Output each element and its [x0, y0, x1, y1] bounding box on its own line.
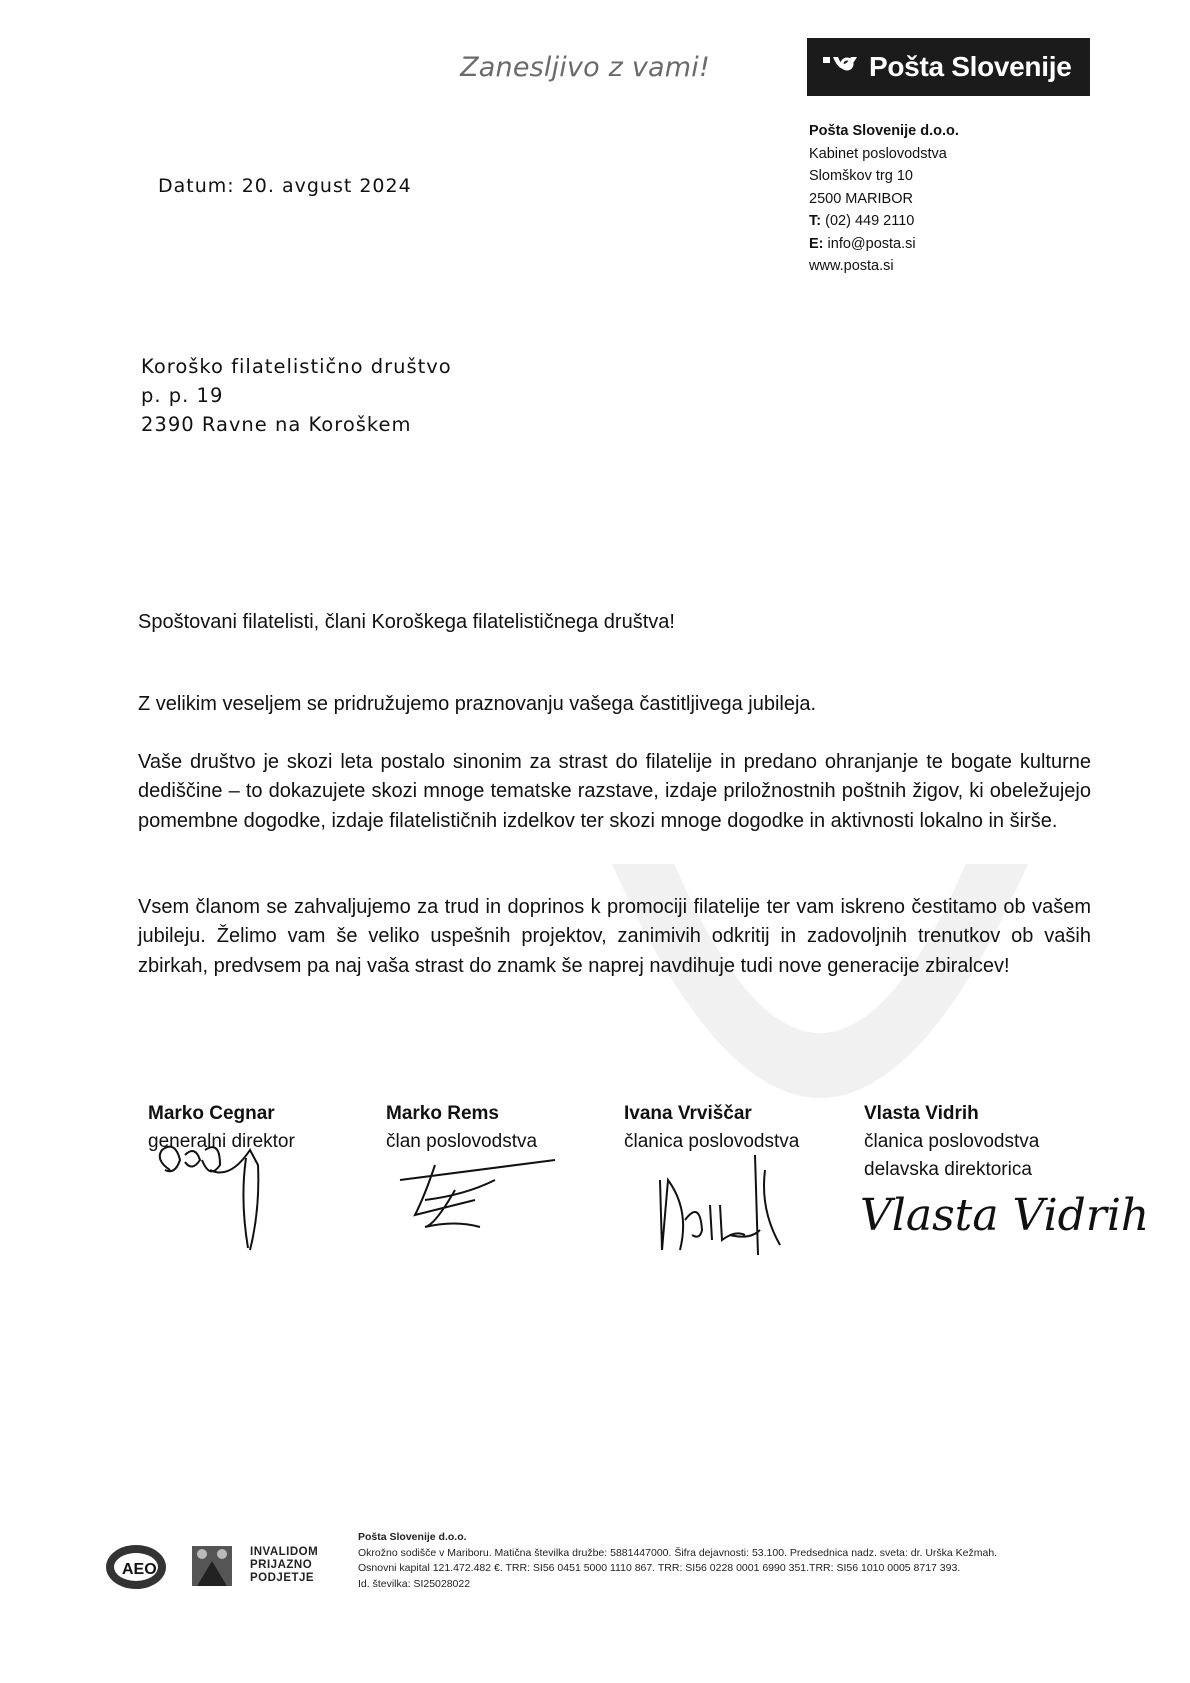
letter-date: Datum: 20. avgust 2024 [158, 175, 412, 197]
sender-department: Kabinet poslovodstva [809, 145, 947, 162]
signature-4 [855, 1155, 1150, 1255]
signer-title: generalni direktor [148, 1131, 295, 1152]
signer-title: članica poslovodstva [624, 1131, 800, 1152]
signer-block [624, 1100, 799, 1156]
sender-address [809, 120, 959, 278]
email-label: E: [809, 235, 824, 252]
footer-line-1: Okrožno sodišče v Mariboru. Matična številka družbe: 5881447000. Šifra dejavnosti: 53.100. Predsednica nadz. sveta: dr. Urška Kežmah. [358, 1546, 998, 1559]
sender-street: Slomškov trg 10 [809, 168, 913, 184]
paragraph-2: Vaše društvo je skozi leta postalo sinonim za strast do filatelije in predano ohranjanje te bogate kulturne dediščine – to dokazujete skozi mnoge tematske razstave, izdaje priložnostnih poštnih žigov, ki obeležujejo pomembne dogodke, izdaje filatelističnih izdelkov ter skozi mnoge dogodke in aktivnosti lokalno in širše. [138, 751, 1091, 832]
sender-company: Pošta Slovenije d.o.o. [809, 123, 959, 139]
sender-phone: (02) 449 2110 [825, 213, 915, 229]
sender-web[interactable]: www.posta.si [809, 258, 894, 274]
tagline: Zanesljivo z vami! [460, 52, 710, 83]
brand-logo [807, 38, 1090, 96]
footer-legal [358, 1530, 997, 1592]
posthorn-icon [821, 53, 861, 81]
sender-email-row [809, 233, 959, 256]
signature-3 [640, 1150, 820, 1260]
phone-label: T: [809, 213, 822, 229]
signer-title: članica poslovodstva [864, 1131, 1040, 1152]
paragraph-3: Vsem članom se zahvaljujemo za trud in doprinos k promociji filatelije ter vam iskreno čestitamo ob vašem jubileju. Želimo vam še veliko uspešnih projektov, zanimivih odkritij in zadovoljnih trenutkov ob vaših zbirkah, predvsem pa naj vaša strast do znamk še naprej navdihuje tudi nove generacije zbiralcev! [138, 896, 1091, 977]
recipient-name: Koroško filatelistično društvo [141, 355, 452, 378]
sender-email[interactable]: info@posta.si [827, 235, 916, 252]
recipient-box: p. p. 19 [141, 384, 224, 407]
invalid-friendly-label [250, 1546, 318, 1585]
salutation: Spoštovani filatelisti, člani Koroškega filatelističnega društva! [138, 611, 675, 633]
sender-phone-row [809, 210, 959, 233]
invalid-label-2: PRIJAZNO [250, 1559, 313, 1571]
signer-block [386, 1100, 537, 1156]
signature-1 [150, 1140, 290, 1260]
signer-title: član poslovodstva [386, 1131, 538, 1152]
sender-city: 2500 MARIBOR [809, 190, 913, 207]
signature-2 [395, 1155, 565, 1235]
invalid-label-1: INVALIDOM [250, 1546, 319, 1558]
invalid-label-3: PODJETJE [250, 1572, 315, 1584]
footer-line-3: Id. številka: SI25028022 [358, 1577, 471, 1590]
recipient-city: 2390 Ravne na Koroškem [141, 413, 412, 436]
signer-title-2: delavska direktorica [864, 1159, 1032, 1180]
signer-name: Marko Cegnar [148, 1103, 275, 1124]
signature-4-text: Vlasta Vidrih [860, 1190, 1150, 1241]
footer-line-2: Osnovni kapital 121.472.482 €. TRR: SI56 0451 5000 1110 867. TRR: SI56 0228 0001 6990 351.TRR: SI56 1010 0005 8717 393. [358, 1562, 961, 1574]
aeo-label: AEO [122, 1561, 157, 1578]
footer-company: Pošta Slovenije d.o.o. [358, 1531, 467, 1543]
signer-name: Vlasta Vidrih [864, 1103, 979, 1124]
aeo-logo-icon [106, 1545, 166, 1589]
paragraph-1: Z velikim veseljem se pridružujemo praznovanju vašega častitljivega jubileja. [138, 693, 817, 715]
signer-name: Ivana Vrviščar [624, 1103, 752, 1124]
recipient-address [141, 352, 452, 439]
signer-name: Marko Rems [386, 1103, 499, 1124]
brand-name: Pošta Slovenije [869, 51, 1072, 82]
accessibility-logo-icon [192, 1546, 232, 1586]
